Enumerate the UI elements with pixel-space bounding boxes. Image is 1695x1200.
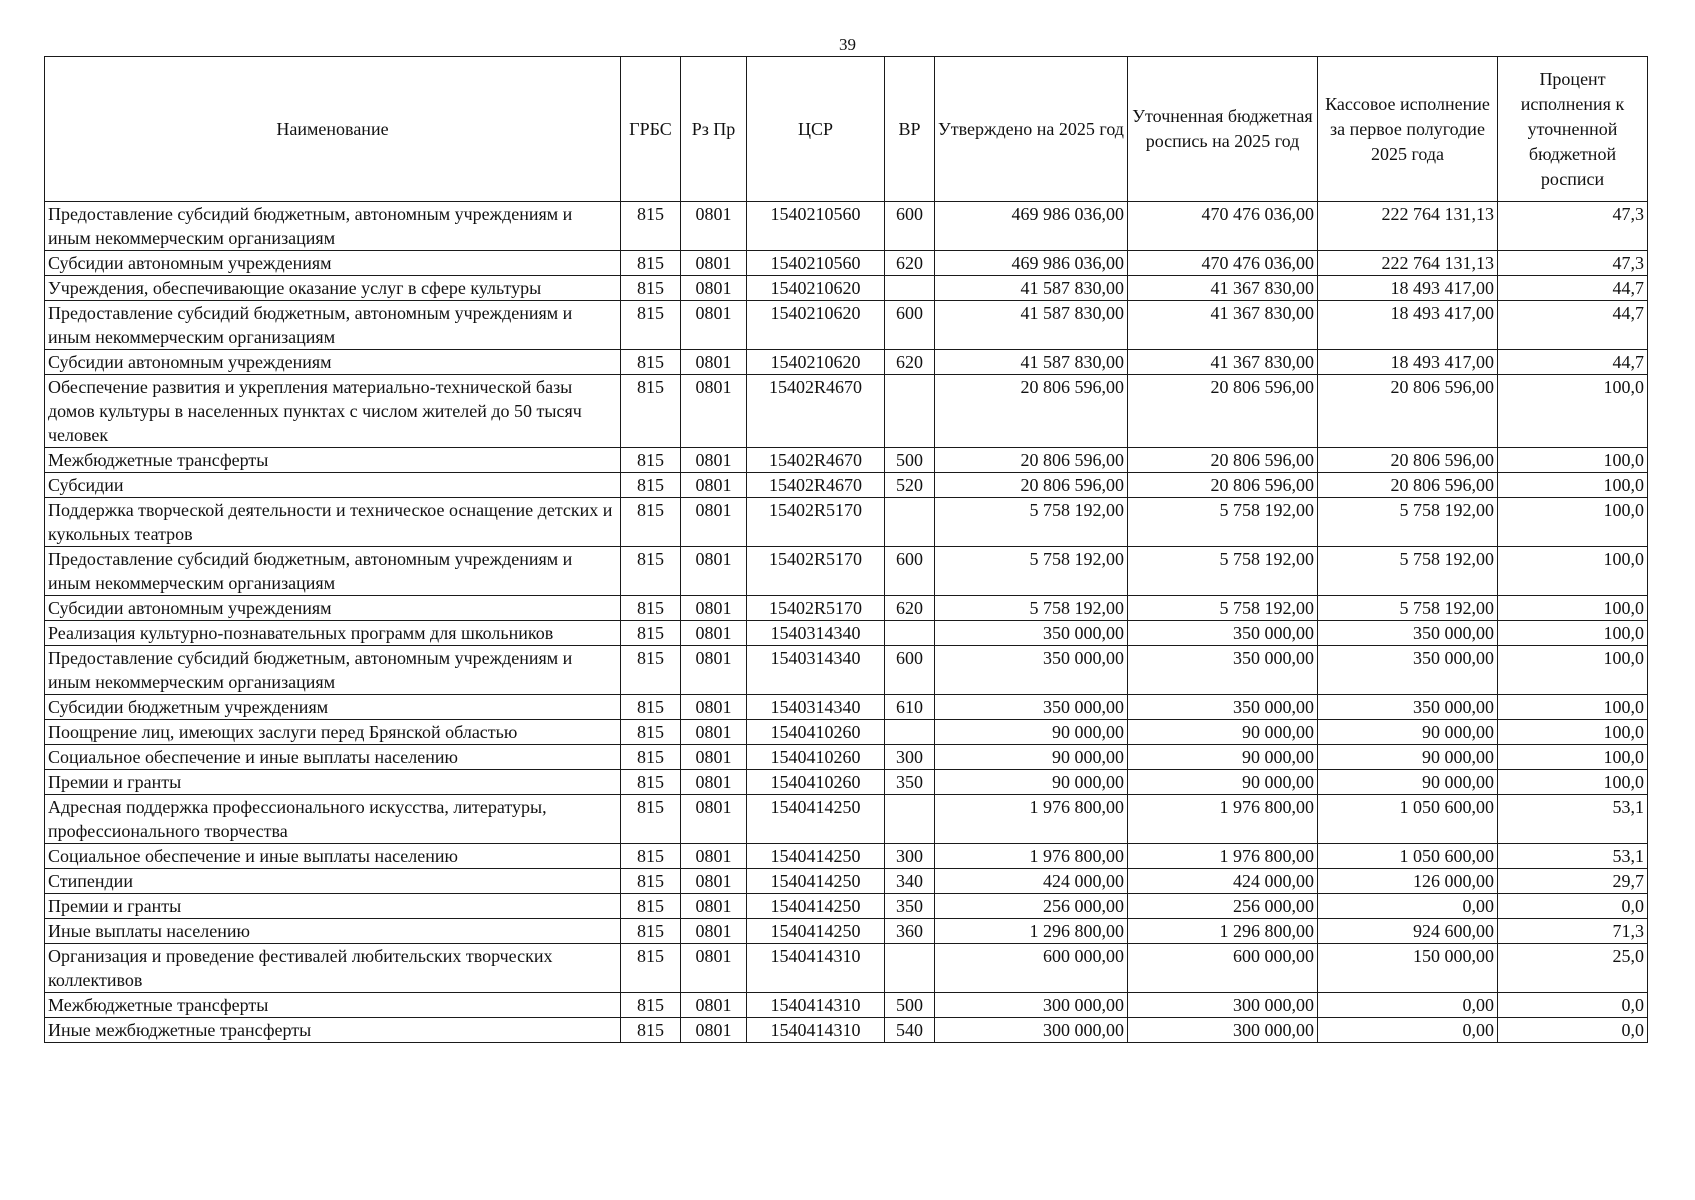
cell-refined: 20 806 596,00 [1128,448,1318,473]
cell-rzpr: 0801 [681,795,747,844]
cell-refined: 256 000,00 [1128,894,1318,919]
cell-name: Социальное обеспечение и иные выплаты населению [45,745,621,770]
cell-csr: 15402R5170 [747,547,885,596]
budget-execution-table [44,56,1648,1043]
cell-refined: 350 000,00 [1128,695,1318,720]
table-row [45,498,1648,547]
cell-name: Предоставление субсидий бюджетным, автономным учреждениям и иным некоммерческим организациям [45,547,621,596]
cell-approved: 424 000,00 [935,869,1128,894]
cell-refined: 20 806 596,00 [1128,473,1318,498]
cell-name: Обеспечение развития и укрепления материально-технической базы домов культуры в населенных пунктах с числом жителей до 50 тысяч человек [45,375,621,448]
cell-csr: 1540414250 [747,919,885,944]
cell-approved: 41 587 830,00 [935,350,1128,375]
cell-rzpr: 0801 [681,745,747,770]
cell-percent: 100,0 [1498,596,1648,621]
cell-percent: 100,0 [1498,621,1648,646]
cell-vr: 300 [885,844,935,869]
table-row [45,448,1648,473]
cell-refined: 5 758 192,00 [1128,596,1318,621]
cell-vr: 620 [885,350,935,375]
cell-grbs: 815 [621,720,681,745]
cell-refined: 1 976 800,00 [1128,844,1318,869]
cell-refined: 41 367 830,00 [1128,301,1318,350]
cell-rzpr: 0801 [681,251,747,276]
cell-rzpr: 0801 [681,844,747,869]
cell-vr: 350 [885,894,935,919]
cell-csr: 1540414250 [747,869,885,894]
cell-cash: 5 758 192,00 [1318,547,1498,596]
cell-name: Субсидии автономным учреждениям [45,596,621,621]
cell-vr: 600 [885,301,935,350]
cell-refined: 470 476 036,00 [1128,251,1318,276]
cell-csr: 1540210620 [747,301,885,350]
cell-name: Реализация культурно-познавательных программ для школьников [45,621,621,646]
cell-rzpr: 0801 [681,473,747,498]
cell-percent: 100,0 [1498,498,1648,547]
cell-csr: 15402R4670 [747,375,885,448]
header-percent: Процент исполнения к уточненной бюджетной росписи [1498,57,1648,202]
cell-vr [885,944,935,993]
cell-refined: 470 476 036,00 [1128,202,1318,251]
cell-cash: 1 050 600,00 [1318,844,1498,869]
table-row [45,770,1648,795]
cell-csr: 1540210560 [747,202,885,251]
table-row [45,993,1648,1018]
cell-vr: 360 [885,919,935,944]
cell-csr: 1540410260 [747,745,885,770]
cell-rzpr: 0801 [681,944,747,993]
cell-refined: 20 806 596,00 [1128,375,1318,448]
table-row [45,202,1648,251]
cell-percent: 44,7 [1498,301,1648,350]
cell-rzpr: 0801 [681,1018,747,1043]
cell-rzpr: 0801 [681,993,747,1018]
cell-refined: 90 000,00 [1128,745,1318,770]
cell-percent: 100,0 [1498,646,1648,695]
cell-grbs: 815 [621,276,681,301]
cell-csr: 15402R4670 [747,448,885,473]
cell-grbs: 815 [621,547,681,596]
cell-vr: 540 [885,1018,935,1043]
cell-cash: 90 000,00 [1318,745,1498,770]
cell-rzpr: 0801 [681,375,747,448]
cell-cash: 222 764 131,13 [1318,202,1498,251]
table-row [45,695,1648,720]
cell-vr [885,621,935,646]
cell-refined: 5 758 192,00 [1128,498,1318,547]
cell-grbs: 815 [621,448,681,473]
table-row [45,795,1648,844]
cell-vr: 340 [885,869,935,894]
cell-rzpr: 0801 [681,770,747,795]
cell-rzpr: 0801 [681,350,747,375]
cell-percent: 100,0 [1498,448,1648,473]
cell-grbs: 815 [621,993,681,1018]
cell-csr: 1540210620 [747,276,885,301]
header-grbs: ГРБС [621,57,681,202]
cell-name: Организация и проведение фестивалей любительских творческих коллективов [45,944,621,993]
cell-percent: 44,7 [1498,276,1648,301]
cell-grbs: 815 [621,646,681,695]
cell-csr: 15402R4670 [747,473,885,498]
cell-rzpr: 0801 [681,695,747,720]
cell-cash: 350 000,00 [1318,646,1498,695]
cell-approved: 5 758 192,00 [935,596,1128,621]
cell-grbs: 815 [621,350,681,375]
cell-csr: 1540414310 [747,944,885,993]
cell-csr: 1540414310 [747,993,885,1018]
cell-vr: 500 [885,993,935,1018]
cell-cash: 20 806 596,00 [1318,375,1498,448]
cell-refined: 41 367 830,00 [1128,350,1318,375]
cell-approved: 256 000,00 [935,894,1128,919]
cell-approved: 350 000,00 [935,695,1128,720]
cell-cash: 5 758 192,00 [1318,498,1498,547]
table-row [45,621,1648,646]
table-row [45,869,1648,894]
table-row [45,473,1648,498]
cell-rzpr: 0801 [681,894,747,919]
table-body [45,202,1648,1043]
cell-vr: 600 [885,646,935,695]
cell-name: Поощрение лиц, имеющих заслуги перед Брянской областью [45,720,621,745]
cell-percent: 47,3 [1498,202,1648,251]
cell-percent: 100,0 [1498,770,1648,795]
cell-refined: 41 367 830,00 [1128,276,1318,301]
cell-name: Адресная поддержка профессионального искусства, литературы, профессионального творчества [45,795,621,844]
cell-csr: 1540314340 [747,621,885,646]
cell-cash: 222 764 131,13 [1318,251,1498,276]
cell-refined: 350 000,00 [1128,621,1318,646]
cell-name: Учреждения, обеспечивающие оказание услуг в сфере культуры [45,276,621,301]
cell-name: Социальное обеспечение и иные выплаты населению [45,844,621,869]
cell-grbs: 815 [621,919,681,944]
cell-refined: 300 000,00 [1128,1018,1318,1043]
cell-grbs: 815 [621,251,681,276]
cell-refined: 90 000,00 [1128,770,1318,795]
cell-vr: 300 [885,745,935,770]
cell-cash: 150 000,00 [1318,944,1498,993]
cell-rzpr: 0801 [681,869,747,894]
header-vr: ВР [885,57,935,202]
cell-grbs: 815 [621,621,681,646]
table-header-row [45,57,1648,202]
cell-vr: 620 [885,251,935,276]
cell-cash: 18 493 417,00 [1318,301,1498,350]
cell-approved: 20 806 596,00 [935,448,1128,473]
cell-vr: 350 [885,770,935,795]
cell-name: Премии и гранты [45,770,621,795]
cell-percent: 100,0 [1498,745,1648,770]
cell-name: Субсидии бюджетным учреждениям [45,695,621,720]
cell-grbs: 815 [621,844,681,869]
cell-percent: 0,0 [1498,1018,1648,1043]
cell-csr: 1540210560 [747,251,885,276]
cell-cash: 1 050 600,00 [1318,795,1498,844]
cell-name: Стипендии [45,869,621,894]
cell-rzpr: 0801 [681,596,747,621]
page-number: 39 [839,35,856,54]
cell-vr: 600 [885,547,935,596]
cell-rzpr: 0801 [681,621,747,646]
cell-csr: 1540410260 [747,770,885,795]
cell-rzpr: 0801 [681,720,747,745]
table-row [45,944,1648,993]
table-row [45,646,1648,695]
cell-grbs: 815 [621,869,681,894]
header-rzpr: Рз Пр [681,57,747,202]
cell-refined: 5 758 192,00 [1128,547,1318,596]
cell-rzpr: 0801 [681,301,747,350]
cell-rzpr: 0801 [681,547,747,596]
cell-approved: 1 976 800,00 [935,844,1128,869]
table-row [45,919,1648,944]
cell-cash: 90 000,00 [1318,770,1498,795]
cell-name: Субсидии [45,473,621,498]
cell-cash: 20 806 596,00 [1318,473,1498,498]
cell-vr [885,795,935,844]
cell-csr: 15402R5170 [747,498,885,547]
cell-vr [885,375,935,448]
cell-csr: 1540314340 [747,695,885,720]
cell-approved: 5 758 192,00 [935,547,1128,596]
cell-grbs: 815 [621,498,681,547]
cell-approved: 469 986 036,00 [935,251,1128,276]
cell-name: Предоставление субсидий бюджетным, автономным учреждениям и иным некоммерческим организациям [45,202,621,251]
cell-grbs: 815 [621,596,681,621]
cell-csr: 1540414250 [747,795,885,844]
cell-approved: 5 758 192,00 [935,498,1128,547]
table-row [45,894,1648,919]
cell-approved: 90 000,00 [935,770,1128,795]
cell-grbs: 815 [621,894,681,919]
cell-rzpr: 0801 [681,646,747,695]
cell-rzpr: 0801 [681,919,747,944]
cell-name: Иные межбюджетные трансферты [45,1018,621,1043]
cell-vr [885,720,935,745]
cell-csr: 1540410260 [747,720,885,745]
header-cash-execution: Кассовое исполнение за первое полугодие 2025 года [1318,57,1498,202]
table-row [45,547,1648,596]
table-row [45,350,1648,375]
cell-approved: 20 806 596,00 [935,375,1128,448]
cell-refined: 90 000,00 [1128,720,1318,745]
table-row [45,844,1648,869]
cell-name: Субсидии автономным учреждениям [45,350,621,375]
cell-csr: 1540314340 [747,646,885,695]
cell-grbs: 815 [621,795,681,844]
cell-approved: 600 000,00 [935,944,1128,993]
table-row [45,301,1648,350]
table-row [45,596,1648,621]
cell-csr: 1540414250 [747,844,885,869]
cell-refined: 1 296 800,00 [1128,919,1318,944]
table-row [45,375,1648,448]
cell-approved: 469 986 036,00 [935,202,1128,251]
cell-percent: 25,0 [1498,944,1648,993]
cell-cash: 0,00 [1318,993,1498,1018]
cell-refined: 600 000,00 [1128,944,1318,993]
cell-cash: 18 493 417,00 [1318,276,1498,301]
cell-cash: 5 758 192,00 [1318,596,1498,621]
cell-rzpr: 0801 [681,498,747,547]
cell-approved: 1 976 800,00 [935,795,1128,844]
header-name: Наименование [45,57,621,202]
cell-vr: 500 [885,448,935,473]
cell-approved: 41 587 830,00 [935,276,1128,301]
cell-cash: 924 600,00 [1318,919,1498,944]
cell-name: Премии и гранты [45,894,621,919]
header-approved: Утверждено на 2025 год [935,57,1128,202]
cell-vr: 600 [885,202,935,251]
cell-percent: 44,7 [1498,350,1648,375]
cell-grbs: 815 [621,944,681,993]
cell-name: Межбюджетные трансферты [45,448,621,473]
cell-grbs: 815 [621,375,681,448]
cell-percent: 53,1 [1498,795,1648,844]
cell-approved: 90 000,00 [935,720,1128,745]
cell-approved: 300 000,00 [935,993,1128,1018]
cell-vr: 620 [885,596,935,621]
table-row [45,745,1648,770]
cell-refined: 424 000,00 [1128,869,1318,894]
cell-csr: 1540414310 [747,1018,885,1043]
cell-rzpr: 0801 [681,448,747,473]
cell-approved: 350 000,00 [935,646,1128,695]
cell-approved: 20 806 596,00 [935,473,1128,498]
cell-grbs: 815 [621,745,681,770]
cell-grbs: 815 [621,770,681,795]
cell-percent: 100,0 [1498,695,1648,720]
cell-rzpr: 0801 [681,202,747,251]
cell-grbs: 815 [621,301,681,350]
table-row [45,1018,1648,1043]
cell-csr: 1540210620 [747,350,885,375]
cell-refined: 350 000,00 [1128,646,1318,695]
cell-cash: 18 493 417,00 [1318,350,1498,375]
table-row [45,276,1648,301]
cell-name: Иные выплаты населению [45,919,621,944]
cell-rzpr: 0801 [681,276,747,301]
cell-cash: 90 000,00 [1318,720,1498,745]
cell-cash: 350 000,00 [1318,621,1498,646]
cell-approved: 350 000,00 [935,621,1128,646]
cell-percent: 53,1 [1498,844,1648,869]
cell-vr: 610 [885,695,935,720]
cell-cash: 0,00 [1318,1018,1498,1043]
cell-name: Субсидии автономным учреждениям [45,251,621,276]
cell-cash: 0,00 [1318,894,1498,919]
cell-percent: 100,0 [1498,720,1648,745]
cell-percent: 47,3 [1498,251,1648,276]
cell-percent: 100,0 [1498,547,1648,596]
cell-percent: 100,0 [1498,375,1648,448]
cell-approved: 1 296 800,00 [935,919,1128,944]
cell-name: Предоставление субсидий бюджетным, автономным учреждениям и иным некоммерческим организациям [45,301,621,350]
cell-grbs: 815 [621,1018,681,1043]
cell-refined: 300 000,00 [1128,993,1318,1018]
cell-percent: 0,0 [1498,894,1648,919]
header-refined: Уточненная бюджетная роспись на 2025 год [1128,57,1318,202]
cell-percent: 0,0 [1498,993,1648,1018]
header-csr: ЦСР [747,57,885,202]
cell-percent: 29,7 [1498,869,1648,894]
cell-csr: 1540414250 [747,894,885,919]
cell-grbs: 815 [621,202,681,251]
cell-approved: 90 000,00 [935,745,1128,770]
cell-cash: 126 000,00 [1318,869,1498,894]
cell-name: Поддержка творческой деятельности и техническое оснащение детских и кукольных театров [45,498,621,547]
cell-name: Межбюджетные трансферты [45,993,621,1018]
cell-cash: 350 000,00 [1318,695,1498,720]
cell-vr [885,276,935,301]
cell-percent: 71,3 [1498,919,1648,944]
cell-csr: 15402R5170 [747,596,885,621]
cell-grbs: 815 [621,695,681,720]
cell-name: Предоставление субсидий бюджетным, автономным учреждениям и иным некоммерческим организациям [45,646,621,695]
cell-grbs: 815 [621,473,681,498]
cell-vr [885,498,935,547]
cell-approved: 41 587 830,00 [935,301,1128,350]
cell-refined: 1 976 800,00 [1128,795,1318,844]
table-row [45,720,1648,745]
cell-cash: 20 806 596,00 [1318,448,1498,473]
cell-vr: 520 [885,473,935,498]
cell-approved: 300 000,00 [935,1018,1128,1043]
cell-percent: 100,0 [1498,473,1648,498]
table-row [45,251,1648,276]
